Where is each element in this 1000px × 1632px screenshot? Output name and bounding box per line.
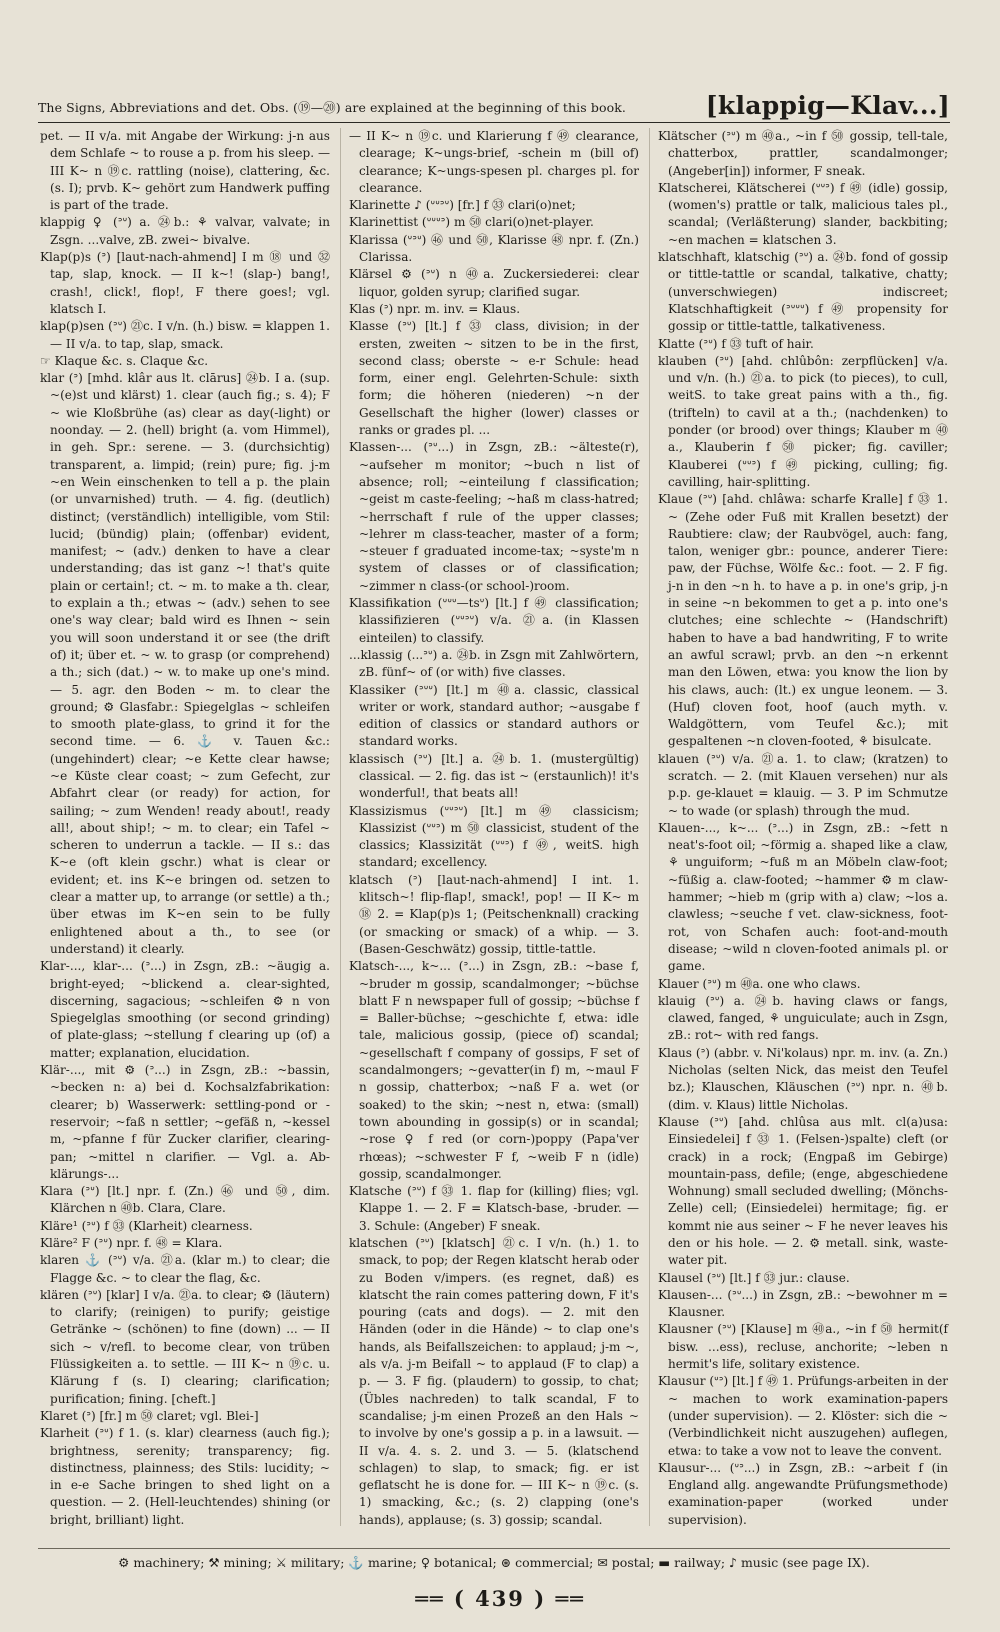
dictionary-entry: ...klassig (...ᐣᐡ) a. ㉔b. in Zsgn mit Zahlwörtern, zB. fünf~ of (or with) five classes.: [349, 647, 639, 680]
dictionary-entry: Klaus (ᐣ) (abbr. v. Ni'kolaus) npr. m. inv. (a. Zn.) Nicholas (selten Nick, das meist den Teufel bz.); Klauschen, Kläuschen (ᐣᐡ) npr. n. ㊵b. (dim. v. Klaus) little Nicholas.: [658, 1045, 948, 1112]
dictionary-entry: Klara (ᐣᐡ) [lt.] npr. f. (Zn.) ㊻ und ㊿, dim. Klärchen n ㊵b. Clara, Clare.: [40, 1184, 330, 1216]
dictionary-entry: Klär-..., mit ⚙ (ᐣ...) in Zsgn, zB.: ~bassin, ~becken n: a) bei d. Kochsalzfabrikation: clearer; b) Wasserwerk: settling-pond or -reservoir; ~faß n settler; ~gefäß n, ~kessel m, ~pfanne f für Zucker clarifier, clearing-pan; ~mittel n clarifier. — Vgl. a. Ab-klärungs-...: [40, 1063, 330, 1181]
dictionary-entry: Klar-..., klar-... (ᐣ...) in Zsgn, zB.: ~äugig a. bright-eyed; ~blickend a. clear-sighted, discerning, sagacious; ~schleifen ⚙ n von Spiegelglas smoothing (or second grinding) of plate-glass; ~stellung f clearing up (of) a matter; explanation, elucidation.: [40, 959, 330, 1060]
dictionary-entry: Klatsche (ᐣᐡ) f ㉝ 1. flap for (killing) flies; vgl. Klappe 1. — 2. F = Klatsch-base, -bruder. — 3. Schule: (Angeber) F sneak.: [349, 1184, 639, 1233]
page-number: ══ ( 439 ) ══: [415, 1586, 585, 1611]
dictionary-entry: Klarissa (ᐡᐣᐡ) ㊻ und ㊿, Klarisse ㊽ npr. f. (Zn.) Clarissa.: [349, 232, 639, 265]
dictionary-entry: Klatte (ᐣᐡ) f ㉝ tuft of hair.: [658, 336, 814, 351]
dictionary-entry: Klause (ᐣᐡ) [ahd. chlûsa aus mlt. cl(a)usa: Einsiedelei] f ㉝ 1. (Felsen-)spalte) cleft (or crack) in a rock; (Engpaß im Gebirge) mountain-pass, defile; (enge, abgeschiedene Wohnung) small secluded dwelling; (Mönchs-Zelle) cell; (Einsiedelei) hermitage; fig. er kommt nie aus seiner ~ F he never leaves his den or his hole. — 2. ⚙ metall. sink, waste-water pit.: [658, 1114, 948, 1268]
dictionary-entry: Klas (ᐣ) npr. m. inv. = Klaus.: [349, 301, 521, 316]
dictionary-entry: Klarinette ♪ (ᐡᐡᐣᐡ) [fr.] f ㉝ clari(o)net;: [349, 198, 576, 213]
dictionary-entry: klatschen (ᐣᐡ) [klatsch] ㉑c. I v/n. (h.) 1. to smack, to pop; der Regen klatscht herab oder zu Boden v/impers. (es regnet, daß) es klatscht the rain comes pattering down, F it's pouring (cats and dogs). — 2. mit den Händen (oder in die Hände) ~ to clap one's hands, als Beifallszeichen: to applaud; j-m ~, als v/a. j-m Beifall ~ to applaud (F to clap) a p. — 3. F fig. (plaudern) to gossip, to chat; (Übles nachreden) to talk scandal, F to scandalise; j-m einen Prozeß an den Hals ~ to involve by one's gossip a p. in a lawsuit. — II v/a. 4. s. 2. und 3. — 5. (klatschend schlagen) to slap, to smack; fig. er ist geflatscht he is done for. — III K~ n ⑲c. (s. 1) smacking, &c.; (s. 2) clapping (one's hands), applause; (s. 3) gossip; scandal.: [349, 1236, 639, 1526]
dictionary-entry: klar (ᐣ) [mhd. klâr aus lt. clārus] ㉔b. I a. (sup. ~(e)st und klärst) 1. clear (auch fig.; s. 4); F ~ wie Kloßbrühe (as) clear as day(-light) or noonday. — 2. (hell) bright (a. vom Himmel), in geh. Spr.: serene. — 3. (durchsichtig) transparent, a. limpid; (rein) pure; fig. j-m ~en Wein einschenken to tell a p. the plain (or unvarnished) truth. — 4. fig. (deutlich) distinct; (verständlich) intelligible, vom Stil: lucid; (bündig) plain; (offenbar) evident, manifest; ~ (adv.) denken to have a clear understanding; das ist ganz ~! that's quite plain or certain!; ct. ~ m. to make a th. clear, to explain a th.; etwas ~ (adv.) sehen to see one's way clear; bald wird es Ihnen ~ sein you will soon understand it or see (the drift of) it; über et. ~ w. to grasp (or comprehend) a th.; sich (dat.) ~ w. to make up one's mind. — 5. agr. den Boden ~ m. to clear the ground; ⚙ Glasfabr.: Spiegelglas ~ schleifen to smooth plate-glass, to grind it for the second time. — 6. ⚓ v. Tauen &c.: (ungehindert) clear; ~e Kette clear hawse; ~e Küste clear coast; ~ zum Gefecht, zur Abfahrt clear (or ready) for action, for sailing; ~ zum Wenden! ready about!, ready all!, about ship!; ~ m. to clear; ein Tafel ~ scheren to underrun a tackle. — II s.: das K~e (oft klein gschr.) what is clear or evident; et. ins K~e bringen od. setzen to clear a matter up, to arrange (or settle) a th.; über etwas im K~en sein to be fully enlightened about a th., to see (or understand) it clearly.: [40, 371, 330, 956]
dictionary-entry: klatschhaft, klatschig (ᐣᐡ) a. ㉔b. fond of gossip or tittle-tattle or scandal, talkative, chatty; (unverschwiegen) indiscreet; Klatschhaftigkeit (ᐣᐡᐡᐡ) f ㊾ propensity for gossip or tittle-tattle, talkativeness.: [658, 250, 948, 334]
dictionary-entry: Klausen-... (ᐣᐡ...) in Zsgn, zB.: ~bewohner m = Klausner.: [658, 1287, 948, 1320]
column-2: [340, 128, 641, 1526]
dictionary-entry: Klatsch-..., k~... (ᐣ...) in Zsgn, zB.: ~base f, ~bruder m gossip, scandalmonger; ~büchse blatt F n newspaper full of gossip; ~büchse f = Baller-büchse; ~geschichte f, etwa: idle tale, malicious gossip, (piece of) scandal; ~gesellschaft f company of gossips, F set of scandalmongers; ~gevatter(in f) m, ~maul F n gossip, chatterbox; ~naß F a. wet (or soaked) to the skin; ~nest n, etwa: (small) town abounding in gossip(s) or in scandal; ~rose ♀ f red (or corn-)poppy (Papa'ver rhœas); ~schwester F f, ~weib F n (idle) gossip, scandalmonger.: [349, 959, 639, 1181]
dictionary-entry: Klassifikation (ᐡᐡᐡ—tsᐡ) [lt.] f ㊾ classification; klassifizieren (ᐡᐡᐣᐡ) v/a. ㉑a. (in Klassen einteilen) to classify.: [349, 596, 639, 645]
dictionary-entry: Klasse (ᐣᐡ) [lt.] f ㉝ class, division; in der ersten, zweiten ~ sitzen to be in the first, second class; oberste ~ e-r Schule: head form, einer engl. Gelehrten-Schule: sixth form; die höheren (niederen) ~n der Gesellschaft the higher (lower) classes or ranks or grades pl. ...: [349, 319, 639, 438]
dictionary-entry: Klaue (ᐣᐡ) [ahd. chlâwa: scharfe Kralle] f ㉝ 1. ~ (Zehe oder Fuß mit Krallen besetzt) der Raubtiere: claw; der Raubvögel, auch: fang, talon, weniger gbr.: pounce, anderer Tiere: paw, der Füchse, Wölfe &c.: foot. — 2. F fig. j-n in den ~n h. to have a p. in one's grip, j-n in seine ~n bekommen to get a p. into one's clutches; eine schlechte ~ (Handschrift) haben to have a bad handwriting, F to write an awful scrawl; prvb. an den ~n erkennt man den Löwen, etwa: you know the lion by his claws, auch: (lt.) ex ungue leonem. — 3. (Huf) cloven foot, hoof (auch myth. v. Waldgöttern, vom Teufel &c.); mit gespaltenen ~n cloven-footed, ⚘ bisulcate.: [658, 492, 948, 749]
dictionary-entry: Klausur-... (ᐡᐣ...) in Zsgn, zB.: ~arbeit f (in England allg. angewandte Prüfungsmethode) examination-paper (worked under supervision).: [658, 1460, 948, 1526]
dictionary-entry: Klauer (ᐣᐡ) m ㊵a. one who claws.: [658, 976, 861, 991]
column-1: [38, 128, 332, 1526]
dictionary-entry: Klätscher (ᐣᐡ) m ㊵a., ~in f ㊿ gossip, tell-tale, chatterbox, prattler, scandalmonger; (Angeber[in]) informer, F sneak.: [658, 129, 948, 178]
dictionary-entry: Klausur (ᐡᐣ) [lt.] f ㊾ 1. Prüfungs-arbeiten in der ~ machen to work examination-papers (under supervision). — 2. Klöster: sich die ~ (Verbindlichkeit nicht auszugehen) auflegen, etwa: to take a vow not to leave the convent.: [658, 1374, 949, 1458]
dictionary-entry: klären (ᐣᐡ) [klar] I v/a. ㉑a. to clear; ⚙ (läutern) to clarify; (reinigen) to purify; geistige Getränke ~ (schönen) to fine (down) ... — II sich ~ v/refl. to become clear, von trüben Flüssigkeiten a. to settle. — III K~ n ⑲c. u. Klärung f (s. I) clearing; clarification; purification; fining. [cheft.]: [40, 1287, 330, 1406]
dictionary-entry: Klatscherei, Klätscherei (ᐡᐡᐣ) f ㊾ (idle) gossip, (women's) prattle or talk, malicious tales pl., scandal; (Verläßterung) slander, backbiting; ~en machen = klatschen 3.: [658, 180, 948, 247]
dictionary-entry: Klausel (ᐣᐡ) [lt.] f ㉝ jur.: clause.: [658, 1270, 850, 1285]
dictionary-entry: pet. — II v/a. mit Angabe der Wirkung: j-n aus dem Schlafe ~ to rouse a p. from his sleep. — III K~ n ⑲c. rattling (noise), clattering, &c. (s. I); prvb. K~ gehört zum Handwerk puffing is part of the trade.: [40, 129, 330, 213]
dictionary-entry: klatsch (ᐣ) [laut-nach-ahmend] I int. 1. klitsch~! flip-flap!, smack!, pop! — II K~ m ⑱ 2. = Klap(p)s 1; (Peitschenknall) cracking (or smacking or smack) of a whip. — 3. (Basen-Geschwätz) gossip, tittle-tattle.: [349, 872, 639, 956]
dictionary-entry: Klassen-... (ᐣᐡ...) in Zsgn, zB.: ~älteste(r), ~aufseher m monitor; ~buch n list of absence; roll; ~einteilung f classification; ~geist m caste-feeling; ~haß m class-hatred; ~herrschaft f rule of the upper classes; ~lehrer m class-teacher, master of a form; ~steuer f graduated income-tax; ~syste'm n system of classes or of classification; ~zimmer n class-(or school-)room.: [349, 440, 639, 593]
dictionary-entry: Kläre² F (ᐣᐡ) npr. f. ㊽ = Klara.: [40, 1236, 223, 1250]
column-3: [649, 128, 950, 1526]
dictionary-entry: klaren ⚓ (ᐣᐡ) v/a. ㉑a. (klar m.) to clear; die Flagge &c. ~ to clear the flag, &c.: [40, 1253, 330, 1285]
dictionary-entry: Klausner (ᐣᐡ) [Klause] m ㊵a., ~in f ㊿ hermit(f bisw. ...ess), recluse, anchorite; ~leben n hermit's life, solitary existence.: [658, 1322, 948, 1372]
dictionary-entry: Klarinettist (ᐡᐡᐡᐣ) m ㊿ clari(o)net-player.: [349, 215, 594, 230]
dictionary-entry: klap(p)sen (ᐣᐡ) ㉑c. I v/n. (h.) bisw. = klappen 1. — II v/a. to tap, slap, smack.: [40, 319, 330, 351]
guide-words: [klappig—Klav...]: [705, 91, 950, 120]
dictionary-entry: Klaret (ᐣ) [fr.] m ㊿ claret; vgl. Blei-]: [40, 1408, 259, 1423]
dictionary-entry: — II K~ n ⑲c. und Klarierung f ㊾ clearance, clearage; K~ungs-brief, -schein m (bill of) clearance; K~ungs-spesen pl. charges pl. for clearance.: [349, 129, 639, 195]
dictionary-entry: klauen (ᐣᐡ) v/a. ㉑a. 1. to claw; (kratzen) to scratch. — 2. (mit Klauen versehen) nur als p.p. ge-klauet = klauig. — 3. P im Schmutze ~ to wade (or splash) through the mud.: [658, 751, 948, 818]
dictionary-columns: [38, 128, 950, 1526]
dictionary-entry: Klassizismus (ᐡᐡᐣᐡ) [lt.] m ㊾ classicism; Klassizist (ᐡᐡᐣ) m ㊿ classicist, student of the classics; Klassizität (ᐡᐡᐣ) f ㊾, weitS. high standard; excellency.: [349, 803, 639, 870]
dictionary-entry: klauig (ᐣᐡ) a. ㉔b. having claws or fangs, clawed, fanged, ⚘ unguiculate; auch in Zsgn, zB.: rot~ with red fangs.: [658, 993, 948, 1043]
dictionary-entry: Klarheit (ᐣᐡ) f 1. (s. klar) clearness (auch fig.); brightness, serenity; transparency; fig. distinctness, plainness; des Stils: lucidity; ~ in e-e Sache bringen to shed light on a question. — 2. (Hell-leuchtendes) shining (or bright, brilliant) light.: [40, 1426, 330, 1526]
page-header: [38, 78, 950, 123]
dictionary-entry: klassisch (ᐣᐡ) [lt.] a. ㉔b. 1. (mustergültig) classical. — 2. fig. das ist ~ (erstaunlich)! it's wonderful!, that beats all!: [349, 751, 639, 801]
symbol-legend: ⚙ machinery; ⚒ mining; ⚔ military; ⚓ marine; ♀ botanical; ⊛ commercial; ✉ postal; ▬ railway; ♪ music (see page IX).: [38, 1548, 950, 1571]
dictionary-entry: Kläre¹ (ᐣᐡ) f ㉝ (Klarheit) clearness.: [40, 1218, 253, 1233]
dictionary-entry: Klärsel ⚙ (ᐣᐡ) n ㊵a. Zuckersiederei: clear liquor, golden syrup; clarified sugar.: [349, 267, 639, 299]
dictionary-entry: ☞ Klaque &c. s. Claque &c.: [40, 353, 209, 368]
dictionary-entry: klappig ♀ (ᐣᐡ) a. ㉔b.: ⚘ valvar, valvate; in Zsgn. ...valve, zB. zwei~ bivalve.: [40, 215, 330, 247]
dictionary-entry: klauben (ᐣᐡ) [ahd. chlûbôn: zerpflücken] v/a. und v/n. (h.) ㉑a. to pick (to pieces), to cull, weitS. to take great pains with a th., fig. (trifteln) to cavil at a th.; (nachdenken) to ponder (or brood) over things; Klauber m ㊵a., Klauberin f ㊿ picker; fig. caviller; Klauberei (ᐡᐡᐣ) f ㊾ picking, culling; fig. cavilling, hair-splitting.: [658, 353, 948, 489]
dictionary-entry: Klassiker (ᐣᐡᐡ) [lt.] m ㊵a. classic, classical writer or work, standard author; ~ausgabe f edition of classics or standard authors or standard works.: [349, 682, 639, 749]
dictionary-entry: Klap(p)s (ᐣ) [laut-nach-ahmend] I m ⑱ und ㉜ tap, slap, knock. — II k~! (slap-) bang!, crash!, click!, flop!, F there goes!; vgl. klatsch I.: [40, 250, 330, 316]
header-note: The Signs, Abbreviations and det. Obs. (⑲—⑳) are explained at the beginning of this book.: [38, 100, 626, 115]
dictionary-entry: Klauen-..., k~... (ᐣ...) in Zsgn, zB.: ~fett n neat's-foot oil; ~förmig a. shaped like a claw, ⚘ unguiform; ~fuß m an Möbeln claw-foot; ~füßig a. claw-footed; ~hammer ⚙ m claw-hammer; ~hieb m (grip with a) claw; ~los a. clawless; ~seuche f vet. claw-sickness, foot-rot, von Schafen auch: foot-and-mouth disease; ~wild n cloven-footed animals pl. or game.: [658, 820, 948, 974]
